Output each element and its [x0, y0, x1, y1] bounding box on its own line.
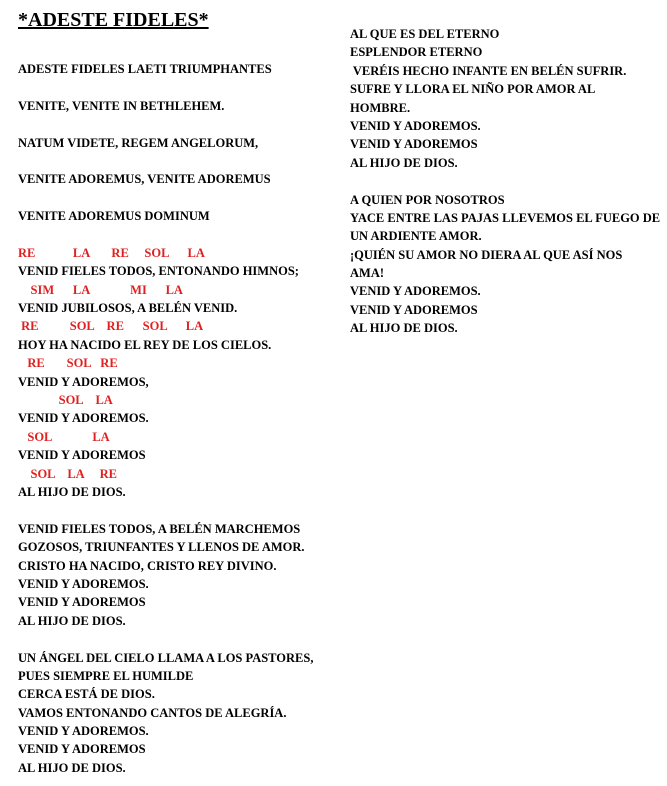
chord-line: SOL LA: [18, 429, 110, 444]
blank-line: [18, 630, 348, 648]
lyric-line: VENID Y ADOREMOS.: [18, 576, 149, 591]
lyrics-left-column: [18, 60, 348, 777]
lyric-line: VENID Y ADOREMOS.: [18, 724, 149, 739]
lyric-line: VERÉIS HECHO INFANTE EN BELÉN SUFRIR.: [350, 63, 627, 78]
lyric-line: YACE ENTRE LAS PAJAS LLEVEMOS EL FUEGO DE: [350, 210, 661, 225]
lyric-line: VENID FIELES TODOS, ENTONANDO HIMNOS;: [18, 264, 299, 279]
lyrics-right-column: [350, 25, 665, 338]
lyric-line: CRISTO HA NACIDO, CRISTO REY DIVINO.: [18, 558, 277, 573]
lyric-line: AMA!: [350, 266, 385, 281]
lyric-line: VENID Y ADOREMOS,: [18, 374, 149, 389]
blank-line: [18, 226, 348, 244]
lyric-line: VENID Y ADOREMOS: [18, 595, 146, 610]
lyric-line: VENID Y ADOREMOS: [18, 742, 146, 757]
lyric-line: VENID Y ADOREMOS.: [350, 118, 481, 133]
blank-line: [18, 115, 348, 133]
lyric-line: VENID Y ADOREMOS: [18, 448, 146, 463]
lyric-line: AL QUE ES DEL ETERNO: [350, 27, 500, 41]
lyric-line: SUFRE Y LLORA EL NIÑO POR AMOR AL: [350, 82, 596, 97]
lyric-line: ADESTE FIDELES LAETI TRIUMPHANTES: [18, 62, 272, 76]
lyric-line: GOZOSOS, TRIUNFANTES Y LLENOS DE AMOR.: [18, 540, 305, 555]
lyric-line: VENID FIELES TODOS, A BELÉN MARCHEMOS: [18, 521, 301, 536]
lyric-line: VENID Y ADOREMOS.: [350, 284, 481, 299]
lyric-line: ESPLENDOR ETERNO: [350, 45, 483, 60]
blank-line: [18, 152, 348, 170]
chord-line: SIM LA MI LA: [18, 282, 183, 297]
lyric-line: CERCA ESTÁ DE DIOS.: [18, 687, 155, 702]
lyric-line: VENID Y ADOREMOS: [350, 302, 478, 317]
chord-line: RE LA RE SOL LA: [18, 245, 205, 260]
lyric-line: VENID Y ADOREMOS: [350, 137, 478, 152]
lyric-line: AL HIJO DE DIOS.: [18, 484, 126, 499]
lyric-line: VENITE ADOREMUS DOMINUM: [18, 209, 210, 224]
chord-line: RE SOL RE: [18, 356, 118, 371]
lyric-line: VAMOS ENTONANDO CANTOS DE ALEGRÍA.: [18, 705, 287, 720]
lyric-line: HOY HA NACIDO EL REY DE LOS CIELOS.: [18, 337, 272, 352]
blank-line: [18, 78, 348, 96]
blank-line: [18, 189, 348, 207]
lyric-line: PUES SIEMPRE EL HUMILDE: [18, 668, 194, 683]
lyric-line: AL HIJO DE DIOS.: [350, 321, 458, 336]
page-title: *ADESTE FIDELES*: [18, 9, 209, 31]
lyric-line: AL HIJO DE DIOS.: [350, 155, 458, 170]
lyric-line: AL HIJO DE DIOS.: [18, 613, 126, 628]
lyric-line: VENID JUBILOSOS, A BELÉN VENID.: [18, 301, 238, 316]
lyric-line: VENITE ADOREMUS, VENITE ADOREMUS: [18, 172, 271, 187]
blank-line: [18, 501, 348, 519]
lyric-line: HOMBRE.: [350, 100, 411, 115]
lyric-line: VENITE, VENITE IN BETHLEHEM.: [18, 98, 225, 113]
blank-line: [350, 172, 665, 190]
lyric-line: NATUM VIDETE, REGEM ANGELORUM,: [18, 135, 259, 150]
chord-line: RE SOL RE SOL LA: [18, 319, 204, 334]
lyric-line: A QUIEN POR NOSOTROS: [350, 192, 505, 207]
lyric-line: VENID Y ADOREMOS.: [18, 411, 149, 426]
chord-line: SOL LA: [18, 393, 113, 408]
lyric-line: ¡QUIÉN SU AMOR NO DIERA AL QUE ASÍ NOS: [350, 247, 623, 262]
chord-line: SOL LA RE: [18, 466, 117, 481]
lyric-line: AL HIJO DE DIOS.: [18, 760, 126, 775]
lyric-line: UN ARDIENTE AMOR.: [350, 229, 482, 244]
lyric-line: UN ÁNGEL DEL CIELO LLAMA A LOS PASTORES,: [18, 650, 314, 665]
